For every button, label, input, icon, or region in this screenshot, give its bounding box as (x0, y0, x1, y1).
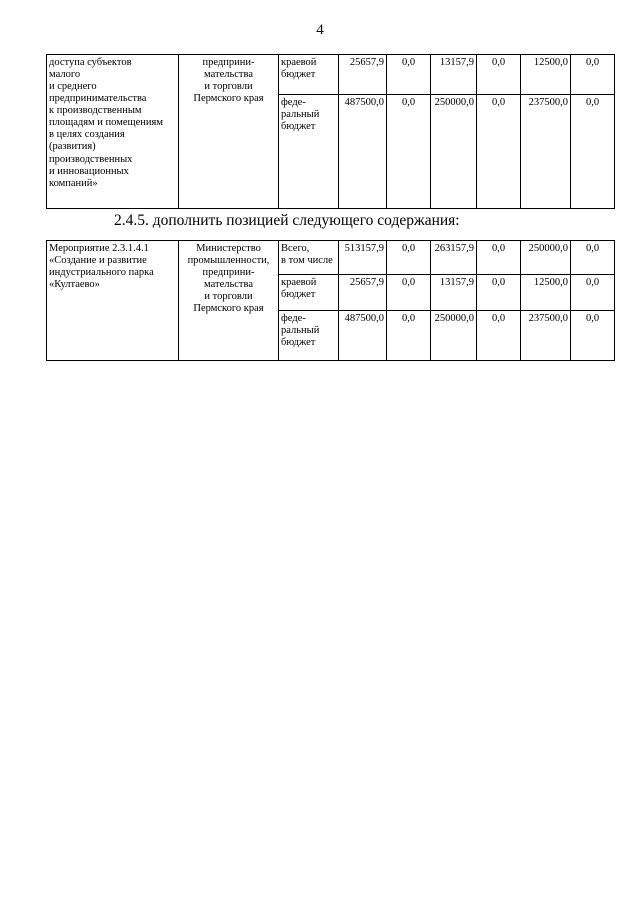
amount-year: 250000,0 (521, 241, 571, 275)
amount-year: 0,0 (387, 275, 431, 311)
amount-total: 487500,0 (339, 311, 387, 361)
amount-year: 0,0 (477, 55, 521, 95)
amount-year: 0,0 (387, 311, 431, 361)
amount-year: 250000,0 (431, 311, 477, 361)
amount-year: 250000,0 (431, 95, 477, 209)
amount-year: 0,0 (477, 95, 521, 209)
measure-description: Мероприятие 2.3.1.4.1 «Создание и развитие индустриального парка «Култаево» (47, 241, 179, 361)
table-row (47, 55, 615, 95)
amount-year: 12500,0 (521, 55, 571, 95)
amount-year: 0,0 (477, 275, 521, 311)
amount-total: 487500,0 (339, 95, 387, 209)
funding-source: Всего, в том числе (279, 241, 339, 275)
amount-year: 237500,0 (521, 95, 571, 209)
amount-year: 0,0 (571, 241, 615, 275)
amount-total: 25657,9 (339, 275, 387, 311)
amount-year: 0,0 (571, 55, 615, 95)
section-heading: 2.4.5. дополнить позицией следующего содержания: (114, 212, 460, 229)
amount-year: 0,0 (571, 311, 615, 361)
measure-description: доступа субъектов малого и среднего предпринимательства к производственным площадям и помещениям в целях создания (развития) производственных и инновационных компаний» (47, 55, 179, 209)
funding-source: феде- ральный бюджет (279, 95, 339, 209)
amount-year: 0,0 (387, 55, 431, 95)
amount-year: 263157,9 (431, 241, 477, 275)
responsible-body: предприни- мательства и торговли Пермского края (179, 55, 279, 209)
amount-year: 0,0 (571, 95, 615, 209)
amount-year: 12500,0 (521, 275, 571, 311)
table-row (47, 241, 615, 275)
amount-total: 513157,9 (339, 241, 387, 275)
amount-year: 13157,9 (431, 55, 477, 95)
budget-table-continuation (46, 54, 615, 209)
amount-year: 0,0 (571, 275, 615, 311)
responsible-body: Министерство промышленности, предприни- мательства и торговли Пермского края (179, 241, 279, 361)
page-number: 4 (316, 22, 324, 38)
amount-total: 25657,9 (339, 55, 387, 95)
amount-year: 0,0 (387, 95, 431, 209)
amount-year: 13157,9 (431, 275, 477, 311)
funding-source: краевой бюджет (279, 55, 339, 95)
amount-year: 0,0 (477, 241, 521, 275)
funding-source: феде- ральный бюджет (279, 311, 339, 361)
funding-source: краевой бюджет (279, 275, 339, 311)
amount-year: 0,0 (477, 311, 521, 361)
amount-year: 0,0 (387, 241, 431, 275)
budget-table-new-position (46, 240, 615, 361)
amount-year: 237500,0 (521, 311, 571, 361)
